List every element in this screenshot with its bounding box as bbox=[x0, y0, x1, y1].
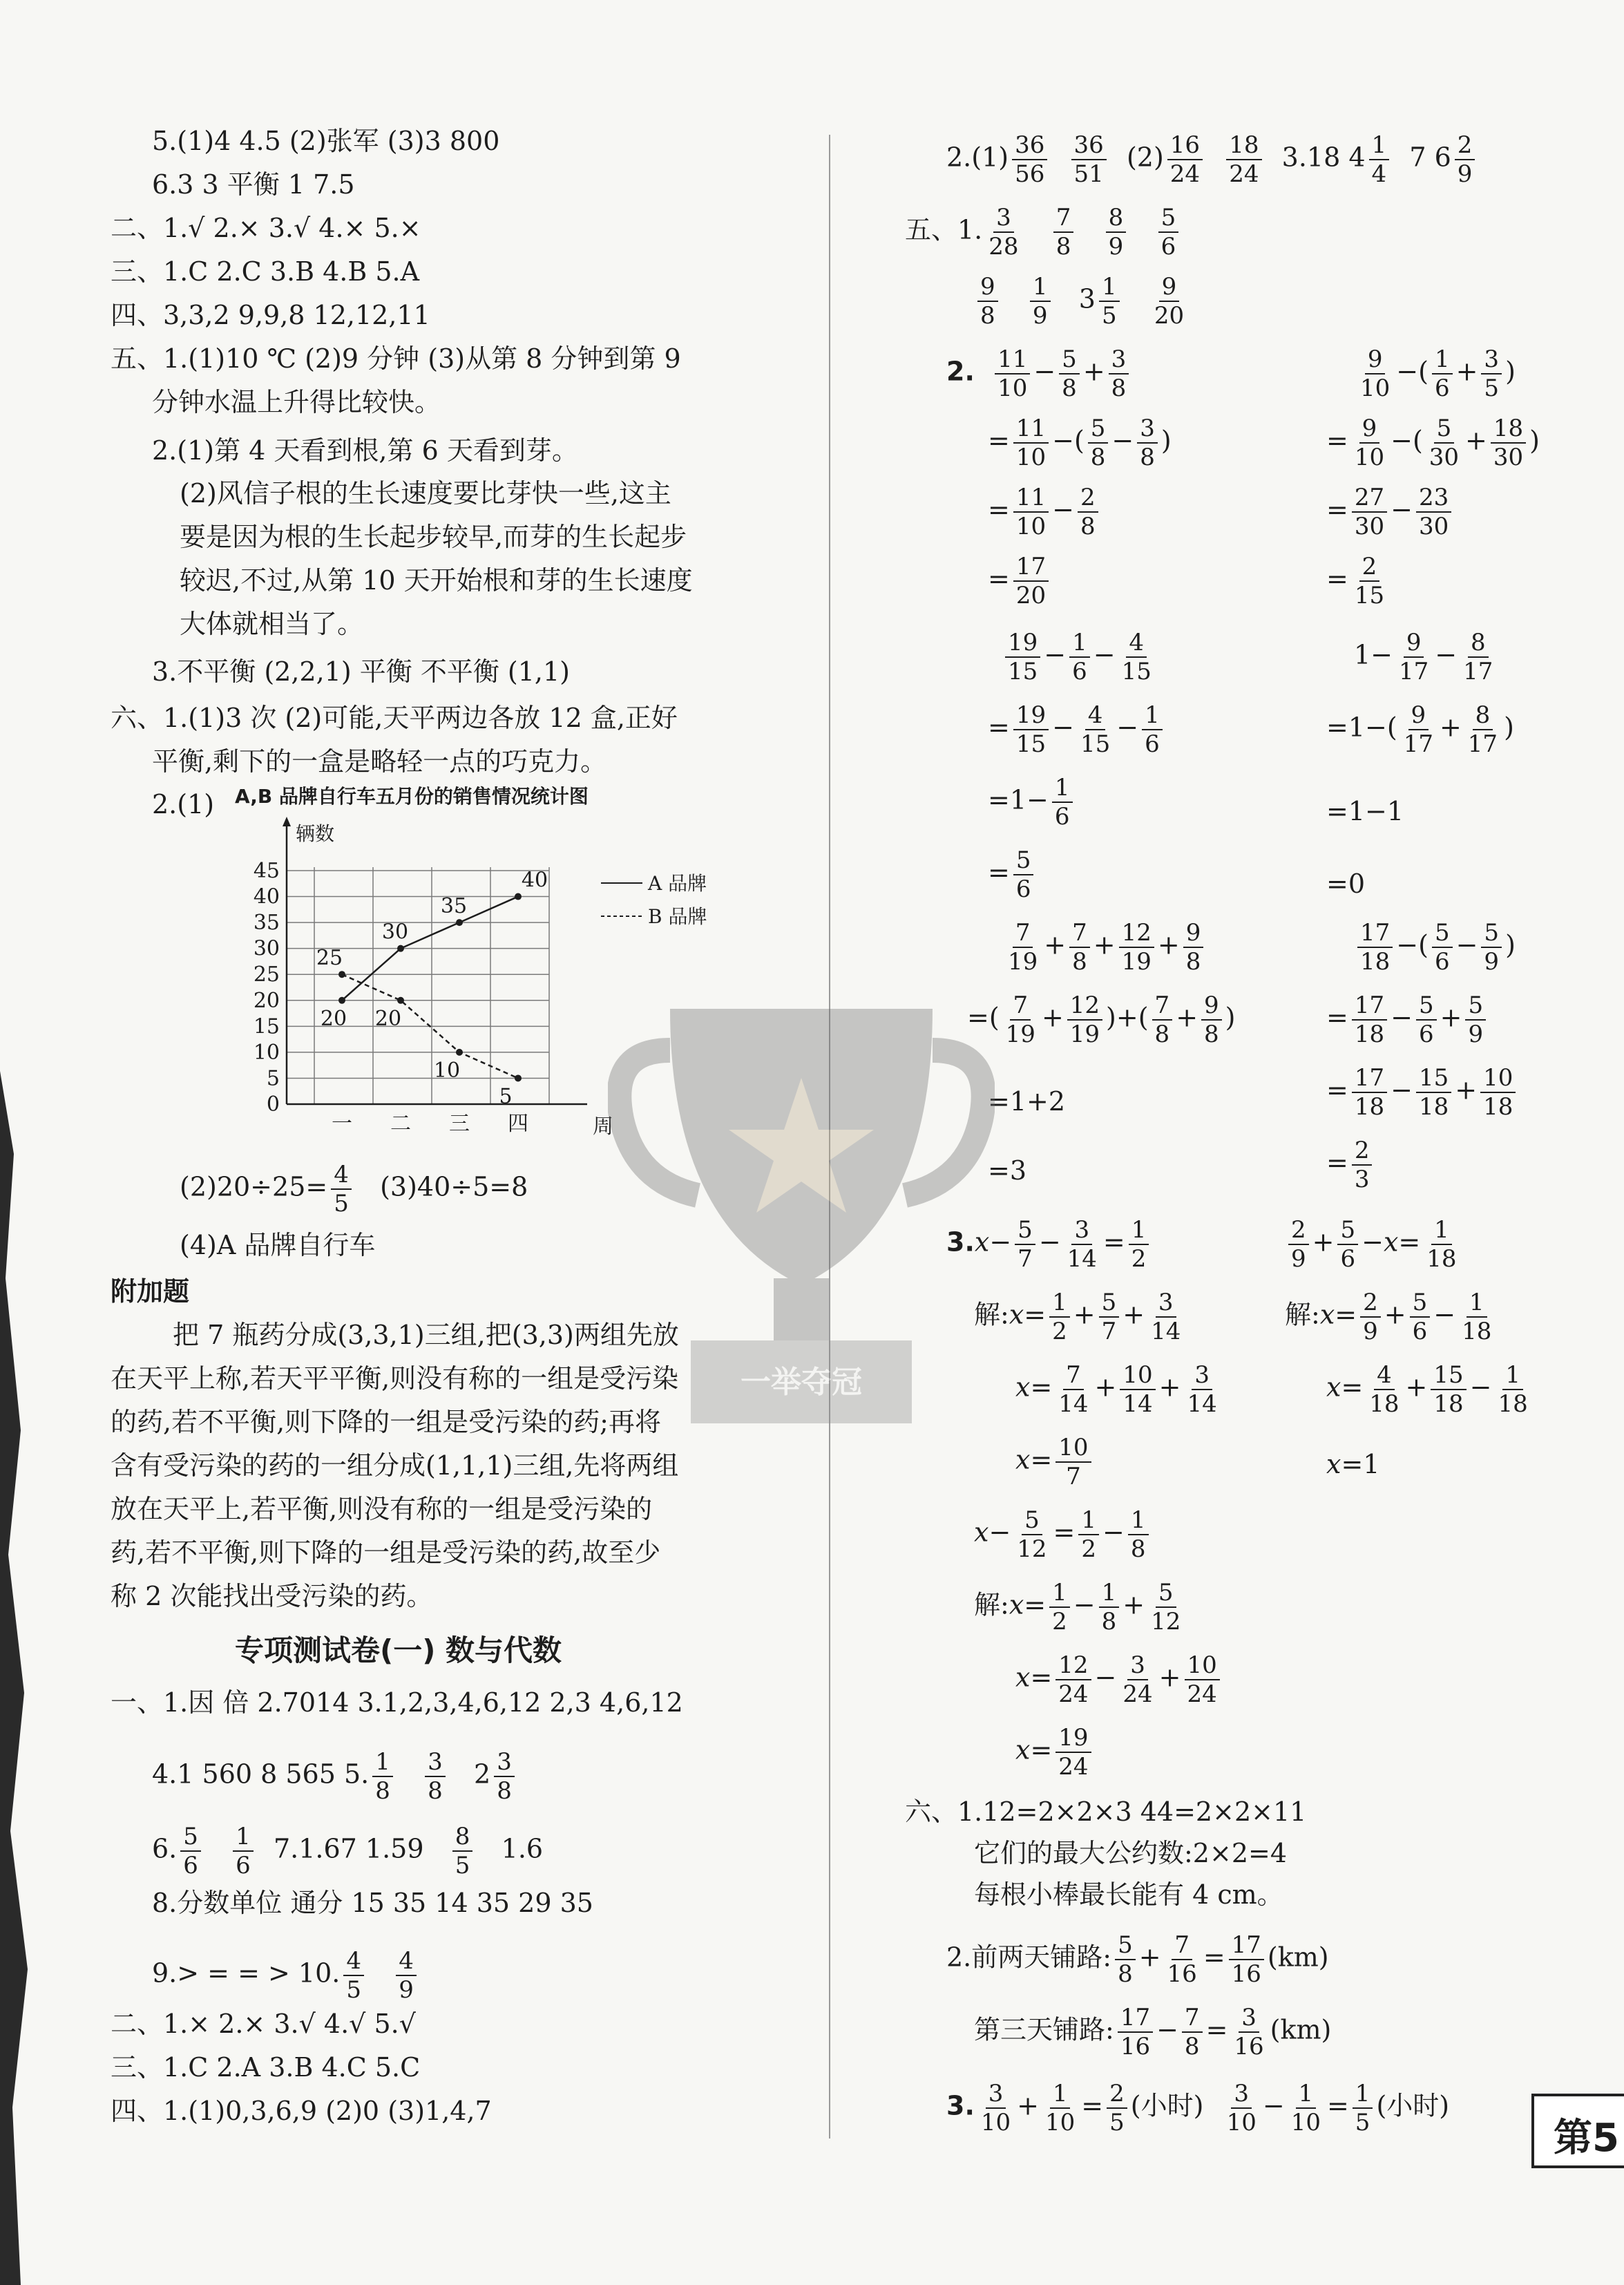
watermark-text: 一举夺冠 bbox=[741, 1365, 862, 1400]
y-tick-label: 45 bbox=[253, 859, 280, 883]
answer-line: 平衡,剩下的一盒是略轻一点的巧克力。 bbox=[152, 746, 607, 777]
y-tick-label: 5 bbox=[266, 1066, 280, 1091]
y-tick-label: 20 bbox=[253, 988, 280, 1013]
answer-line: $\frac{9}{8}$ $\frac{1}{9}$ 3 $\frac{1}{5}$ $\frac{9}{20}$ bbox=[974, 273, 1190, 330]
legend bbox=[601, 872, 707, 928]
answer-line: 一、1.因 倍 2.7014 3.1,2,3,4,6,12 2,3 4,6,12 bbox=[111, 1687, 683, 1718]
calc-line: =0 bbox=[1326, 869, 1366, 899]
calc-line: $\frac{7}{19}$ + $\frac{7}{8}$ + $\frac{12}{19}$ + $\frac{9}{8}$ bbox=[1002, 919, 1207, 976]
y-tick-label: 25 bbox=[253, 963, 280, 987]
answer-line: 称 2 次能找出受污染的药。 bbox=[111, 1581, 433, 1611]
calc-line: = $\frac{11}{10}$ −( $\frac{5}{8}$ − $\frac{3}{8}$ ) bbox=[988, 415, 1172, 471]
calc-line: $\frac{19}{15}$ − $\frac{1}{6}$ − $\frac{4}{15}$ bbox=[1002, 629, 1158, 685]
answer-line: 3. $\frac{3}{10}$ + $\frac{1}{10}$ = $\frac{2}{5}$ (小时) $\frac{3}{10}$ − $\frac{1}{10}$ = $\frac{1}{5}$ (小时) bbox=[946, 2080, 1450, 2136]
y-tick-label: 15 bbox=[253, 1014, 280, 1039]
answer-line: 三、1.C 2.A 3.B 4.C 5.C bbox=[111, 2052, 421, 2083]
answer-line: (2)20÷25= $\frac{4}{5}$ (3)40÷5=8 bbox=[180, 1161, 528, 1217]
calc-line: 2. $\frac{11}{10}$ − $\frac{5}{8}$ + $\frac{3}{8}$ bbox=[946, 345, 1132, 402]
data-label: 20 bbox=[374, 1006, 402, 1031]
answer-line: 的药,若不平衡,则下降的一组是受污染的药;再将 bbox=[111, 1407, 661, 1437]
equation-line: 解:x= $\frac{1}{2}$ − $\frac{1}{8}$ + $\frac{5}{12}$ bbox=[974, 1579, 1181, 1635]
calc-line: = $\frac{9}{10}$ −( $\frac{5}{30}$ + $\frac{18}{30}$ ) bbox=[1326, 415, 1540, 471]
calc-line: $\frac{17}{18}$ −( $\frac{5}{6}$ − $\frac{5}{9}$ ) bbox=[1354, 919, 1516, 976]
section-title: 专项测试卷(一) 数与代数 bbox=[235, 1633, 562, 1667]
y-axis-label: 辆数 bbox=[296, 822, 335, 845]
answer-line: 每根小棒最长能有 4 cm。 bbox=[974, 1879, 1283, 1910]
x-tick-label: 四 bbox=[508, 1112, 528, 1136]
answer-line: 二、1.√ 2.× 3.√ 4.× 5.× bbox=[111, 213, 421, 243]
equation-line: 3.x− $\frac{5}{7}$ − $\frac{3}{14}$ = $\frac{1}{2}$ bbox=[946, 1216, 1152, 1273]
calc-line: $\frac{9}{10}$ −( $\frac{1}{6}$ + $\frac{3}{5}$ ) bbox=[1360, 345, 1516, 402]
equation-line: x=1 bbox=[1326, 1449, 1380, 1479]
legend-b: B 品牌 bbox=[648, 905, 707, 928]
y-axis-arrow bbox=[283, 817, 291, 826]
answer-line: 二、1.× 2.× 3.√ 4.√ 5.√ bbox=[111, 2009, 416, 2039]
calc-line: = $\frac{19}{15}$ − $\frac{4}{15}$ − $\frac{1}{6}$ bbox=[988, 701, 1166, 758]
equation-line: 解:x= $\frac{1}{2}$ + $\frac{5}{7}$ + $\frac{3}{14}$ bbox=[974, 1289, 1181, 1345]
x-axis-label: 周 bbox=[593, 1115, 613, 1139]
equation-line: x= $\frac{4}{18}$ + $\frac{15}{18}$ − $\frac{1}{18}$ bbox=[1326, 1361, 1528, 1418]
scan-edge bbox=[0, 1071, 41, 2285]
data-label: 40 bbox=[521, 868, 548, 893]
answer-line: 5.(1)4 4.5 (2)张军 (3)3 800 bbox=[152, 126, 500, 156]
page-number-tab: 第5 bbox=[1531, 2094, 1624, 2168]
data-label: 10 bbox=[433, 1058, 461, 1083]
y-tick-label: 0 bbox=[266, 1092, 280, 1117]
answer-line: 它们的最大公约数:2×2=4 bbox=[974, 1838, 1288, 1868]
answer-line: 6. $\frac{5}{6}$ $\frac{1}{6}$ 7.1.67 1.59 $\frac{8}{5}$ 1.6 bbox=[152, 1823, 544, 1879]
data-label: 35 bbox=[440, 894, 468, 919]
calc-line: =1+2 bbox=[988, 1086, 1066, 1117]
answer-line: (4)A 品牌自行车 bbox=[180, 1230, 376, 1260]
x-ticks bbox=[332, 1112, 528, 1136]
calc-line: = $\frac{17}{20}$ bbox=[988, 553, 1052, 609]
legend-a: A 品牌 bbox=[648, 872, 707, 895]
calc-line: = $\frac{2}{15}$ bbox=[1326, 553, 1385, 609]
answer-line: 要是因为根的生长起步较早,而芽的生长起步 bbox=[180, 522, 687, 552]
data-point bbox=[456, 919, 463, 926]
calc-line: = $\frac{11}{10}$ − $\frac{2}{8}$ bbox=[988, 484, 1102, 540]
data-point bbox=[338, 997, 345, 1004]
data-label: 25 bbox=[316, 946, 343, 971]
equation-line: x− $\frac{5}{12}$ = $\frac{1}{2}$ − $\frac{1}{8}$ bbox=[974, 1506, 1152, 1563]
equation-line: $\frac{2}{9}$ + $\frac{5}{6}$ −x= $\frac{1}{18}$ bbox=[1285, 1216, 1463, 1273]
answer-line: 在天平上称,若天平平衡,则没有称的一组是受污染 bbox=[111, 1363, 679, 1394]
data-point bbox=[397, 945, 404, 952]
data-point bbox=[515, 1074, 522, 1081]
answer-line: 2.(1) bbox=[152, 789, 215, 819]
answer-line: 2.(1)第 4 天看到根,第 6 天看到芽。 bbox=[152, 435, 578, 466]
section-heading: 附加题 bbox=[111, 1276, 190, 1307]
answer-line: 四、3,3,2 9,9,8 12,12,11 bbox=[111, 300, 430, 330]
answer-line: 分钟水温上升得比较快。 bbox=[152, 387, 441, 417]
answer-line: 第三天铺路: $\frac{17}{16}$ − $\frac{7}{8}$ = $\frac{3}{16}$ (km) bbox=[974, 2004, 1332, 2060]
answer-line: 把 7 瓶药分成(3,3,1)三组,把(3,3)两组先放 bbox=[173, 1320, 679, 1350]
answer-line: 2.(1) $\frac{36}{56}$ $\frac{36}{51}$ (2) $\frac{16}{24}$ $\frac{18}{24}$ 3.18 4 $\frac{1}{4}$ 7 6 $\frac{2}{9}$ bbox=[946, 131, 1478, 188]
calc-line: =1−1 bbox=[1326, 796, 1404, 826]
calc-line: 1− $\frac{9}{17}$ − $\frac{8}{17}$ bbox=[1354, 629, 1493, 685]
x-tick-label: 三 bbox=[449, 1112, 470, 1136]
equation-line: x= $\frac{12}{24}$ − $\frac{3}{24}$ + $\frac{10}{24}$ bbox=[1015, 1651, 1223, 1708]
calc-line: = $\frac{2}{3}$ bbox=[1326, 1137, 1375, 1193]
y-tick-label: 40 bbox=[253, 884, 280, 909]
answer-line: 6.3 3 平衡 1 7.5 bbox=[152, 169, 355, 200]
fraction: $\frac{4}{5}$ bbox=[331, 1161, 352, 1217]
answer-line: 4.1 560 8 565 5. $\frac{1}{8}$ $\frac{3}{8}$ 2 $\frac{3}{8}$ bbox=[152, 1748, 518, 1805]
y-tick-label: 35 bbox=[253, 911, 280, 936]
equation-line: x= $\frac{10}{7}$ bbox=[1015, 1434, 1095, 1490]
calc-line: =1− $\frac{1}{6}$ bbox=[988, 774, 1076, 831]
equation-line: 解:x= $\frac{2}{9}$ + $\frac{5}{6}$ − $\frac{1}{18}$ bbox=[1285, 1289, 1492, 1345]
calc-line: = $\frac{5}{6}$ bbox=[988, 846, 1037, 903]
y-tick-label: 10 bbox=[253, 1040, 280, 1065]
answer-line: 三、1.C 2.C 3.B 4.B 5.A bbox=[111, 256, 420, 287]
answer-line: 六、1.(1)3 次 (2)可能,天平两边各放 12 盒,正好 bbox=[111, 703, 678, 733]
answer-line: 药,若不平衡,则下降的一组是受污染的药,故至少 bbox=[111, 1537, 661, 1568]
answer-line: 2.前两天铺路: $\frac{5}{8}$ + $\frac{7}{16}$ = $\frac{17}{16}$ (km) bbox=[946, 1931, 1329, 1988]
calc-line: = $\frac{27}{30}$ − $\frac{23}{30}$ bbox=[1326, 484, 1455, 540]
x-tick-label: 一 bbox=[332, 1112, 352, 1136]
data-label: 30 bbox=[381, 920, 409, 945]
answer-line: 3.不平衡 (2,2,1) 平衡 不平衡 (1,1) bbox=[152, 656, 570, 687]
calc-line: = $\frac{17}{18}$ − $\frac{15}{18}$ + $\frac{10}{18}$ bbox=[1326, 1064, 1519, 1121]
x-tick-label: 二 bbox=[390, 1112, 411, 1136]
equation-line: x= $\frac{7}{14}$ + $\frac{10}{14}$ + $\frac{3}{14}$ bbox=[1015, 1361, 1217, 1418]
data-point bbox=[338, 971, 345, 978]
answer-line: 五、1.(1)10 ℃ (2)9 分钟 (3)从第 8 分钟到第 9 bbox=[111, 343, 681, 374]
answer-line: 放在天平上,若平衡,则没有称的一组是受污染的 bbox=[111, 1494, 653, 1524]
y-tick-label: 30 bbox=[253, 936, 280, 961]
answer-line: 含有受污染的药的一组分成(1,1,1)三组,先将两组 bbox=[111, 1450, 679, 1481]
data-point bbox=[515, 893, 522, 900]
data-point bbox=[397, 997, 404, 1004]
answer-line: (2)风信子根的生长速度要比芽快一些,这主 bbox=[180, 478, 671, 509]
equation-line: x= $\frac{19}{24}$ bbox=[1015, 1724, 1095, 1781]
calc-line: =( $\frac{7}{19}$ + $\frac{12}{19}$ )+( $\frac{7}{8}$ + $\frac{9}{8}$ ) bbox=[967, 992, 1236, 1048]
answer-line: 大体就相当了。 bbox=[180, 609, 364, 639]
calc-line: =1−( $\frac{9}{17}$ + $\frac{8}{17}$ ) bbox=[1326, 701, 1514, 758]
answer-line: 8.分数单位 通分 15 35 14 35 29 35 bbox=[152, 1888, 593, 1918]
data-point bbox=[456, 1049, 463, 1056]
chart-title: A,B 品牌自行车五月份的销售情况统计图 bbox=[235, 785, 589, 808]
data-label: 20 bbox=[320, 1006, 347, 1031]
y-ticks bbox=[254, 859, 280, 1117]
calc-line: =3 bbox=[988, 1155, 1027, 1186]
trophy-watermark-icon bbox=[608, 995, 995, 1479]
answer-line: 较迟,不过,从第 10 天开始根和芽的生长速度 bbox=[180, 565, 693, 596]
answer-line: 9.> = = > 10. $\frac{4}{5}$ $\frac{4}{9}$ bbox=[152, 1947, 420, 2004]
calc-line: = $\frac{17}{18}$ − $\frac{5}{6}$ + $\frac{5}{9}$ bbox=[1326, 992, 1489, 1048]
data-label: 5 bbox=[499, 1084, 513, 1109]
answer-line: 四、1.(1)0,3,6,9 (2)0 (3)1,4,7 bbox=[111, 2096, 492, 2126]
answer-line: 六、1.12=2×2×3 44=2×2×11 bbox=[905, 1796, 1307, 1827]
answer-line: 五、1. $\frac{3}{28}$ $\frac{7}{8}$ $\frac{8}{9}$ $\frac{5}{6}$ bbox=[905, 204, 1182, 260]
